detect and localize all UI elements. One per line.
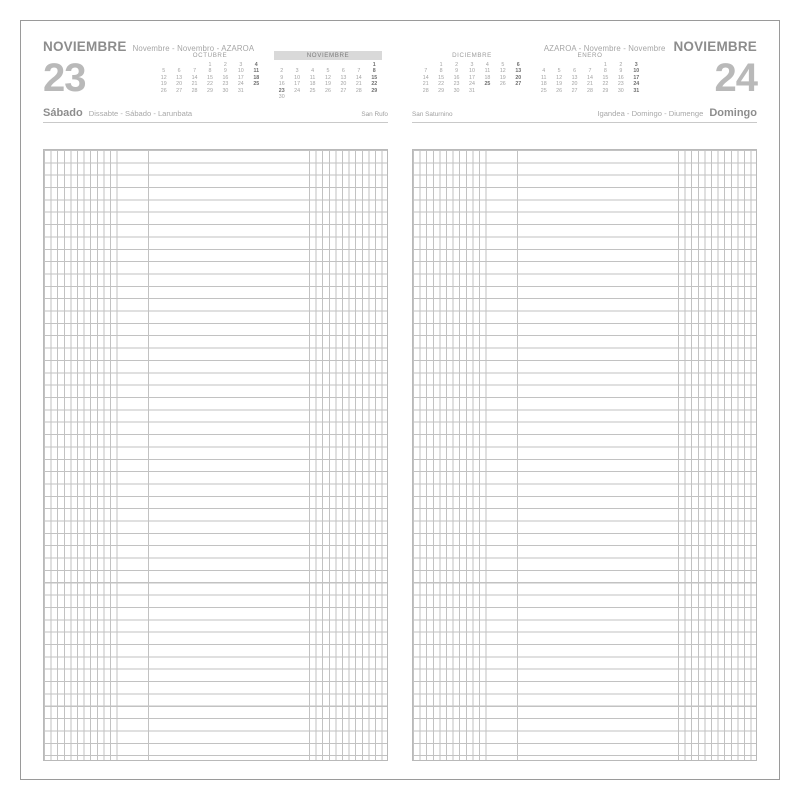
left-mini-calendars — [156, 51, 382, 100]
mini-calendar-day: 21 — [587, 81, 593, 88]
mini-calendar-day: 27 — [176, 87, 183, 94]
right-column-grid-start — [413, 150, 491, 760]
mini-calendar-week — [274, 94, 382, 100]
mini-calendar-day: 25 — [540, 87, 547, 94]
mini-calendar-day: 10 — [237, 68, 244, 75]
mini-calendar-day: 22 — [371, 81, 378, 88]
mini-calendar-week — [418, 88, 526, 94]
right-page-header — [412, 39, 757, 131]
mini-calendar-day: 2 — [280, 68, 284, 75]
mini-calendar-day: 10 — [294, 74, 301, 81]
mini-calendar-day: 24 — [237, 81, 244, 88]
mini-calendar-title: NOVIEMBRE — [274, 51, 382, 60]
mini-calendar-day: 4 — [542, 68, 546, 75]
left-saint: San Rufo — [361, 111, 388, 118]
mini-calendar-grid — [536, 62, 644, 94]
mini-calendar-day — [289, 94, 304, 100]
mini-calendar-day: 29 — [371, 87, 378, 94]
right-day-name: Domingo — [709, 107, 757, 119]
mini-calendar-noviembre — [274, 51, 382, 100]
mini-calendar-day — [367, 94, 382, 100]
mini-calendar-day: 4 — [485, 62, 489, 68]
mini-calendar-day: 9 — [280, 74, 284, 81]
mini-calendar-day: 1 — [603, 62, 607, 68]
mini-calendar-day — [480, 88, 495, 94]
mini-calendar-diciembre — [418, 51, 526, 94]
mini-calendar-day: 9 — [455, 68, 459, 75]
right-month-primary: NOVIEMBRE — [673, 39, 757, 54]
mini-calendar-day: 3 — [470, 62, 474, 68]
mini-calendar-day: 6 — [341, 68, 345, 75]
mini-calendar-day: 18 — [484, 74, 491, 81]
mini-calendar-day: 24 — [469, 81, 475, 88]
mini-calendar-day: 24 — [294, 87, 301, 94]
mini-calendar-day: 1 — [439, 62, 443, 68]
diary-spread — [21, 21, 779, 779]
mini-calendar-day: 16 — [278, 81, 285, 88]
mini-calendar-day: 23 — [278, 87, 285, 94]
mini-calendar-day: 20 — [515, 74, 522, 81]
mini-calendar-day: 7 — [357, 68, 361, 75]
mini-calendar-day: 27 — [340, 87, 347, 94]
mini-calendar-day: 8 — [439, 68, 443, 75]
mini-calendar-day: 3 — [634, 62, 638, 68]
right-day-name-alt: Igandea - Domingo - Diumenge — [597, 109, 704, 118]
mini-calendar-day: 25 — [309, 87, 316, 94]
mini-calendar-day: 31 — [237, 87, 244, 94]
left-column-grid-end — [309, 150, 387, 760]
mini-calendar-day: 11 — [309, 74, 316, 81]
left-column-grid-start — [44, 150, 122, 760]
mini-calendar-day — [336, 94, 351, 100]
mini-calendar-day: 5 — [162, 68, 166, 75]
mini-calendar-day: 10 — [469, 68, 475, 75]
mini-calendar-day: 21 — [191, 81, 198, 88]
mini-calendar-day: 9 — [619, 68, 623, 75]
mini-calendar-day: 5 — [557, 68, 561, 75]
mini-calendar-day: 12 — [160, 74, 167, 81]
mini-calendar-day: 5 — [501, 62, 505, 68]
mini-calendar-day: 12 — [499, 68, 506, 75]
mini-calendar-day: 25 — [253, 81, 260, 88]
mini-calendar-day: 3 — [295, 68, 299, 75]
right-page — [400, 21, 779, 779]
mini-calendar-day: 7 — [588, 68, 592, 75]
mini-calendar-day: 29 — [207, 87, 213, 94]
mini-calendar-day: 30 — [617, 87, 624, 94]
mini-calendar-day: 1 — [372, 62, 376, 68]
mini-calendar-day: 14 — [191, 74, 198, 81]
mini-calendar-day: 17 — [294, 81, 301, 88]
right-saint: San Saturnino — [412, 111, 453, 118]
mini-calendar-day: 16 — [453, 74, 460, 81]
mini-calendar-grid — [156, 62, 264, 94]
mini-calendar-day: 29 — [438, 87, 445, 94]
mini-calendar-week — [536, 88, 644, 94]
mini-calendar-day: 21 — [355, 81, 362, 88]
right-day-number: 24 — [714, 56, 757, 100]
mini-calendar-day: 17 — [237, 74, 244, 81]
mini-calendar-day: 26 — [499, 81, 506, 88]
mini-calendar-day: 7 — [424, 68, 428, 75]
mini-calendar-title: OCTUBRE — [192, 52, 228, 59]
mini-calendar-day: 12 — [325, 74, 331, 81]
mini-calendar-day: 17 — [469, 74, 475, 81]
right-vertical-rule-a — [517, 150, 518, 760]
mini-calendar-day — [305, 94, 320, 100]
mini-calendar-day: 29 — [602, 87, 609, 94]
mini-calendar-day: 2 — [619, 62, 623, 68]
mini-calendar-day: 13 — [340, 74, 347, 81]
mini-calendar-day: 31 — [633, 87, 640, 94]
mini-calendar-day: 18 — [540, 81, 547, 88]
left-day-name-row — [43, 107, 388, 123]
mini-calendar-day: 28 — [355, 87, 362, 94]
left-month-alt: Novembre - Novembro - AZAROA — [132, 44, 255, 53]
mini-calendar-day: 6 — [573, 68, 577, 75]
mini-calendar-enero — [536, 51, 644, 94]
mini-calendar-day: 28 — [587, 87, 593, 94]
left-ruled-area — [43, 149, 388, 761]
mini-calendar-day: 15 — [371, 74, 378, 81]
mini-calendar-day — [249, 88, 264, 94]
mini-calendar-day: 26 — [556, 87, 563, 94]
mini-calendar-day: 3 — [239, 62, 243, 68]
mini-calendar-day: 19 — [556, 81, 563, 88]
mini-calendar-day: 18 — [253, 74, 260, 81]
right-day-name-row — [412, 107, 757, 123]
mini-calendar-day: 30 — [278, 94, 285, 101]
mini-calendar-octubre — [156, 51, 264, 100]
mini-calendar-grid — [274, 62, 382, 100]
mini-calendar-day — [351, 94, 366, 100]
mini-calendar-title: DICIEMBRE — [452, 52, 492, 59]
mini-calendar-day: 21 — [422, 81, 429, 88]
mini-calendar-day: 20 — [340, 81, 347, 88]
mini-calendar-day: 13 — [571, 74, 578, 81]
mini-calendar-day: 13 — [176, 74, 183, 81]
mini-calendar-day: 23 — [453, 81, 460, 88]
left-month-primary: NOVIEMBRE — [43, 39, 127, 54]
mini-calendar-day: 10 — [633, 68, 640, 75]
mini-calendar-day: 28 — [191, 87, 198, 94]
mini-calendar-day: 19 — [160, 81, 167, 88]
left-day-name: Sábado — [43, 107, 83, 119]
mini-calendar-day: 12 — [556, 74, 563, 81]
mini-calendar-day: 23 — [617, 81, 624, 88]
mini-calendar-day: 9 — [223, 68, 227, 75]
right-column-grid-end — [678, 150, 756, 760]
mini-calendar-day — [320, 94, 335, 100]
mini-calendar-day: 7 — [193, 68, 197, 75]
mini-calendar-day: 11 — [253, 68, 260, 75]
mini-calendar-day: 1 — [208, 62, 212, 68]
mini-calendar-day: 15 — [438, 74, 445, 81]
mini-calendar-day: 18 — [309, 81, 316, 88]
mini-calendar-day: 15 — [602, 74, 609, 81]
mini-calendar-day: 28 — [422, 87, 429, 94]
mini-calendar-day: 13 — [515, 68, 522, 75]
mini-calendar-day: 22 — [438, 81, 445, 88]
right-ruled-area — [412, 149, 757, 761]
mini-calendar-day: 4 — [311, 68, 315, 75]
mini-calendar-day: 27 — [515, 81, 522, 88]
mini-calendar-day — [495, 88, 510, 94]
mini-calendar-day: 30 — [222, 87, 229, 94]
mini-calendar-day: 22 — [207, 81, 213, 88]
mini-calendar-day: 15 — [207, 74, 213, 81]
mini-calendar-day: 20 — [176, 81, 183, 88]
mini-calendar-grid — [418, 62, 526, 94]
mini-calendar-week — [156, 88, 264, 94]
mini-calendar-day: 23 — [222, 81, 229, 88]
mini-calendar-day: 8 — [603, 68, 607, 75]
mini-calendar-day: 31 — [469, 87, 475, 94]
mini-calendar-day: 17 — [633, 74, 640, 81]
mini-calendar-day: 22 — [602, 81, 609, 88]
mini-calendar-day: 2 — [455, 62, 459, 68]
mini-calendar-day: 30 — [453, 87, 460, 94]
mini-calendar-day: 11 — [540, 74, 547, 81]
mini-calendar-day: 19 — [325, 81, 331, 88]
mini-calendar-day: 5 — [326, 68, 330, 75]
mini-calendar-day: 8 — [208, 68, 212, 75]
mini-calendar-day: 11 — [484, 68, 491, 75]
mini-calendar-day: 16 — [222, 74, 229, 81]
left-day-name-alt: Dissabte - Sábado - Larunbata — [88, 109, 193, 118]
mini-calendar-day: 26 — [325, 87, 331, 94]
mini-calendar-day: 25 — [484, 81, 491, 88]
mini-calendar-day — [511, 88, 526, 94]
mini-calendar-day: 27 — [571, 87, 578, 94]
right-month-alt: AZAROA - Novembre - Novembre — [543, 44, 666, 53]
right-mini-calendars — [418, 51, 644, 94]
mini-calendar-day: 2 — [223, 62, 227, 68]
mini-calendar-day: 4 — [254, 62, 258, 68]
left-page-header — [43, 39, 388, 131]
mini-calendar-title: ENERO — [577, 52, 603, 59]
diary-page — [20, 20, 780, 780]
mini-calendar-day: 20 — [571, 81, 578, 88]
left-vertical-rule-a — [148, 150, 149, 760]
mini-calendar-day: 8 — [372, 68, 376, 75]
mini-calendar-day: 24 — [633, 81, 640, 88]
mini-calendar-day: 14 — [422, 74, 429, 81]
mini-calendar-day: 26 — [160, 87, 167, 94]
left-day-number: 23 — [43, 56, 86, 100]
mini-calendar-day: 14 — [587, 74, 593, 81]
mini-calendar-day: 16 — [617, 74, 624, 81]
left-page — [21, 21, 400, 779]
mini-calendar-day: 14 — [355, 74, 362, 81]
mini-calendar-day: 19 — [499, 74, 506, 81]
mini-calendar-day: 6 — [516, 62, 520, 68]
mini-calendar-day: 6 — [177, 68, 181, 75]
